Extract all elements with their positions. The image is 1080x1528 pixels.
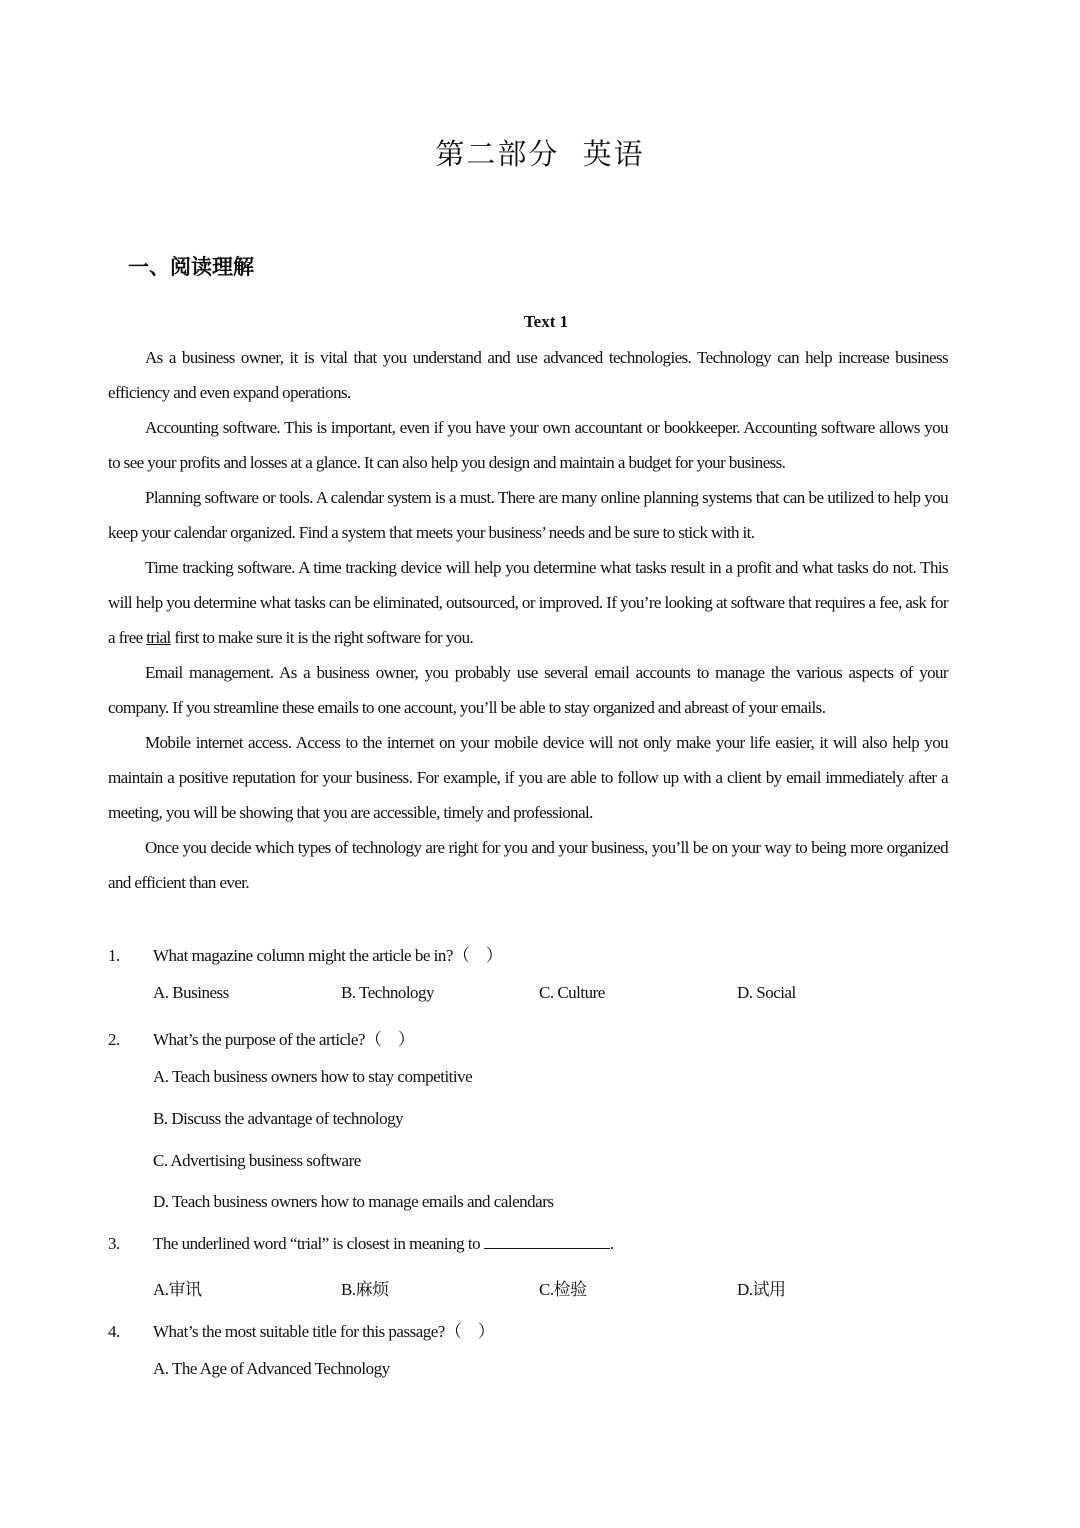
underlined-word-trial: trial (146, 628, 171, 647)
question-text: The underlined word “trial” is closest in meaning to (153, 1234, 481, 1253)
passage-paragraph-3: Planning software or tools. A calendar system is a must. There are many online planning systems that can be utilized to help you keep your calendar organized. Find a system that meets your business’ needs and be sure to stick with it. (108, 488, 948, 542)
q4-option-a: A. The Age of Advanced Technology (153, 1359, 390, 1378)
question-1 (108, 941, 502, 966)
passage-paragraph-2: Accounting software. This is important, even if you have your own accountant or bookkeeper. Accounting software allows you to see your profits and losses at a glance. It can also help you design and maintain a budget for your business. (108, 418, 948, 472)
passage-paragraph-5: Email management. As a business owner, you probably use several email accounts to manage the various aspects of your company. If you streamline these emails to one account, you’ll be able to stay organized and abreast of your emails. (108, 663, 948, 717)
q2-option-c: C. Advertising business software (153, 1151, 361, 1170)
q1-option-b: B. Technology (341, 983, 435, 1002)
passage-paragraph-4 (108, 550, 948, 655)
question-3 (108, 1234, 614, 1254)
question-number: 1. (108, 946, 120, 965)
passage-paragraph-1: As a business owner, it is vital that you understand and use advanced technologies. Technology can help increase business efficiency and even expand operations. (108, 348, 948, 402)
text-title: Text 1 (523, 312, 569, 331)
q2-option-a: A. Teach business owners how to stay competitive (153, 1067, 473, 1086)
passage-paragraph-7: Once you decide which types of technology are right for you and your business, you’ll be on your way to being more organized and efficient than ever. (108, 838, 948, 892)
q3-option-b: B.麻烦 (341, 1280, 389, 1299)
paragraph-4-text-after: first to make sure it is the right software for you. (174, 628, 474, 647)
question-text: What magazine column might the article be in?（ ） (153, 946, 503, 965)
question-number: 2. (108, 1030, 120, 1049)
answer-blank (484, 1234, 610, 1249)
q2-option-d: D. Teach business owners how to manage emails and calendars (153, 1192, 554, 1211)
q1-option-a: A. Business (153, 983, 229, 1002)
question-text: What’s the most suitable title for this passage?（ ） (153, 1322, 495, 1341)
q3-option-a: A.审讯 (153, 1280, 202, 1299)
question-number: 4. (108, 1322, 120, 1341)
question-end: . (609, 1234, 614, 1253)
q2-option-b: B. Discuss the advantage of technology (153, 1109, 404, 1128)
question-2 (108, 1025, 414, 1050)
q3-option-d: D.试用 (737, 1280, 786, 1299)
part-title: 第二部分 英语 (435, 137, 645, 171)
reading-passage (108, 340, 948, 900)
passage-paragraph-6: Mobile internet access. Access to the internet on your mobile device will not only make your life easier, it will also help you maintain a positive reputation for your business. For example, if you are able to follow up with a client by email immediately after a meeting, you will be showing that you are accessible, timely and professional. (108, 733, 948, 822)
question-4 (108, 1317, 494, 1342)
question-text: What’s the purpose of the article?（ ） (153, 1030, 415, 1049)
q1-option-c: C. Culture (539, 983, 605, 1002)
section-heading: 一、阅读理解 (128, 255, 254, 279)
q3-option-c: C.检验 (539, 1280, 587, 1299)
question-number: 3. (108, 1234, 120, 1253)
q1-option-d: D. Social (737, 983, 796, 1002)
paragraph-4-text-before: Time tracking software. A time tracking device will help you determine what tasks result in a profit and what tasks do not. This will help you determine what tasks can be eliminated, outsourced, or improved. If you’re looking at software that requires a fee, ask for a free (108, 558, 948, 647)
